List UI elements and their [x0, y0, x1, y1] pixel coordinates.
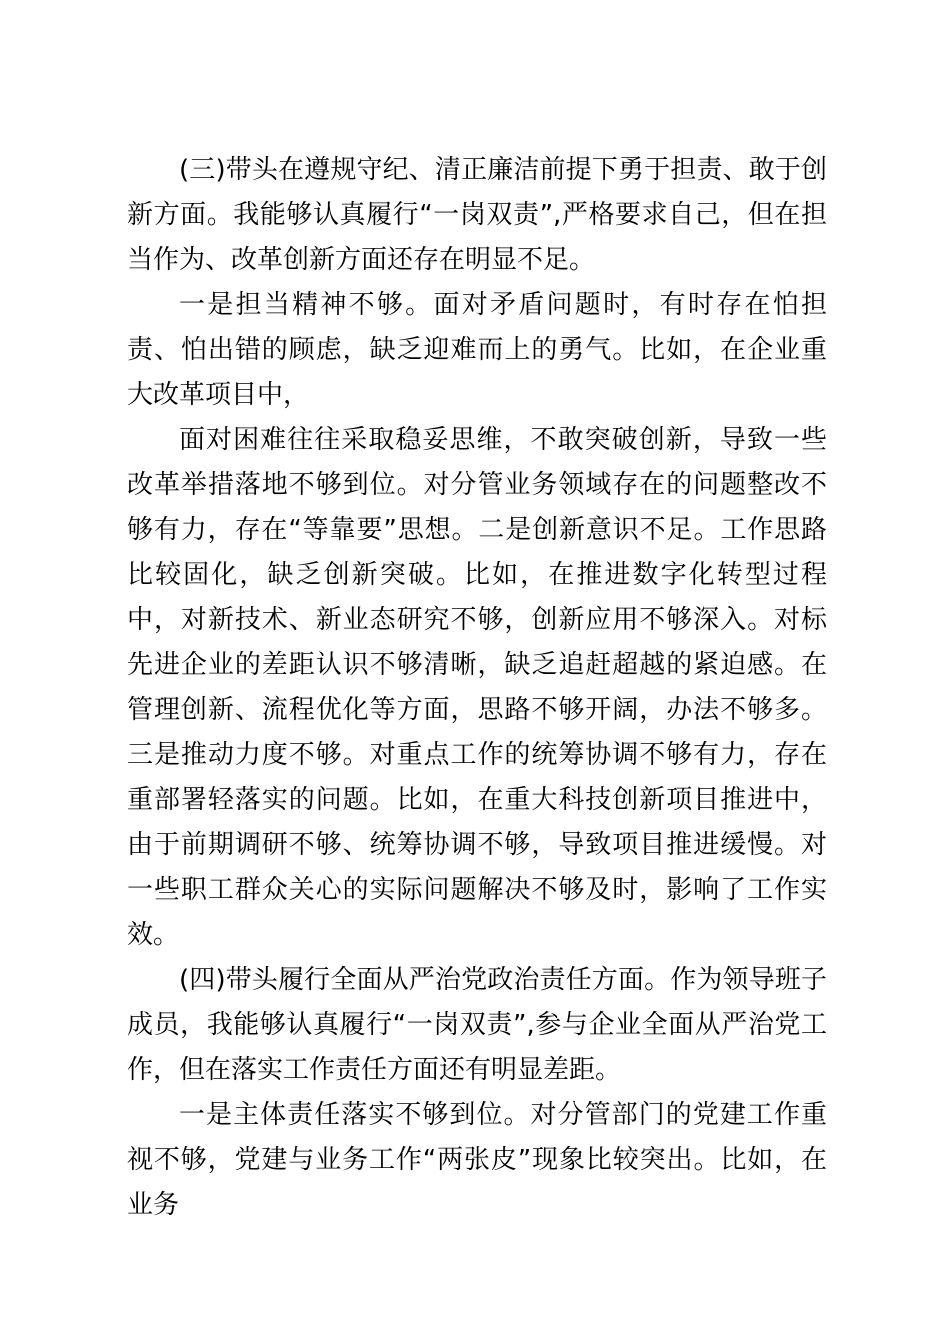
paragraph-main-responsibility: 一是主体责任落实不够到位。对分管部门的党建工作重视不够，党建与业务工作“两张皮”现象比较突出。比如，在业务 — [127, 1100, 827, 1220]
paragraph-section-four: (四)带头履行全面从严治党政治责任方面。作为领导班子成员，我能够认真履行“一岗双责”,参与企业全面从严治党工作，但在落实工作责任方面还有明显差距。 — [127, 965, 827, 1085]
paragraph-section-three: (三)带头在遵规守纪、清正廉洁前提下勇于担责、敢于创新方面。我能够认真履行“一岗双责”,严格要求自己，但在担当作为、改革创新方面还存在明显不足。 — [127, 155, 827, 275]
document-body — [127, 148, 827, 1228]
paragraph-responsibility: 一是担当精神不够。面对矛盾问题时，有时存在怕担责、怕出错的顾虑，缺乏迎难而上的勇气。比如，在企业重大改革项目中， — [127, 290, 827, 410]
paragraph-innovation: 面对困难往往采取稳妥思维，不敢突破创新，导致一些改革举措落地不够到位。对分管业务领域存在的问题整改不够有力，存在“等靠要”思想。二是创新意识不足。工作思路比较固化，缺乏创新突破。比如，在推进数字化转型过程中，对新技术、新业态研究不够，创新应用不够深入。对标先进企业的差距认识不够清晰，缺乏追赶超越的紧迫感。在管理创新、流程优化等方面，思路不够开阔，办法不够多。三是推动力度不够。对重点工作的统筹协调不够有力，存在重部署轻落实的问题。比如，在重大科技创新项目推进中，由于前期调研不够、统筹协调不够，导致项目推进缓慢。对一些职工群众关心的实际问题解决不够及时，影响了工作实效。 — [127, 425, 827, 950]
